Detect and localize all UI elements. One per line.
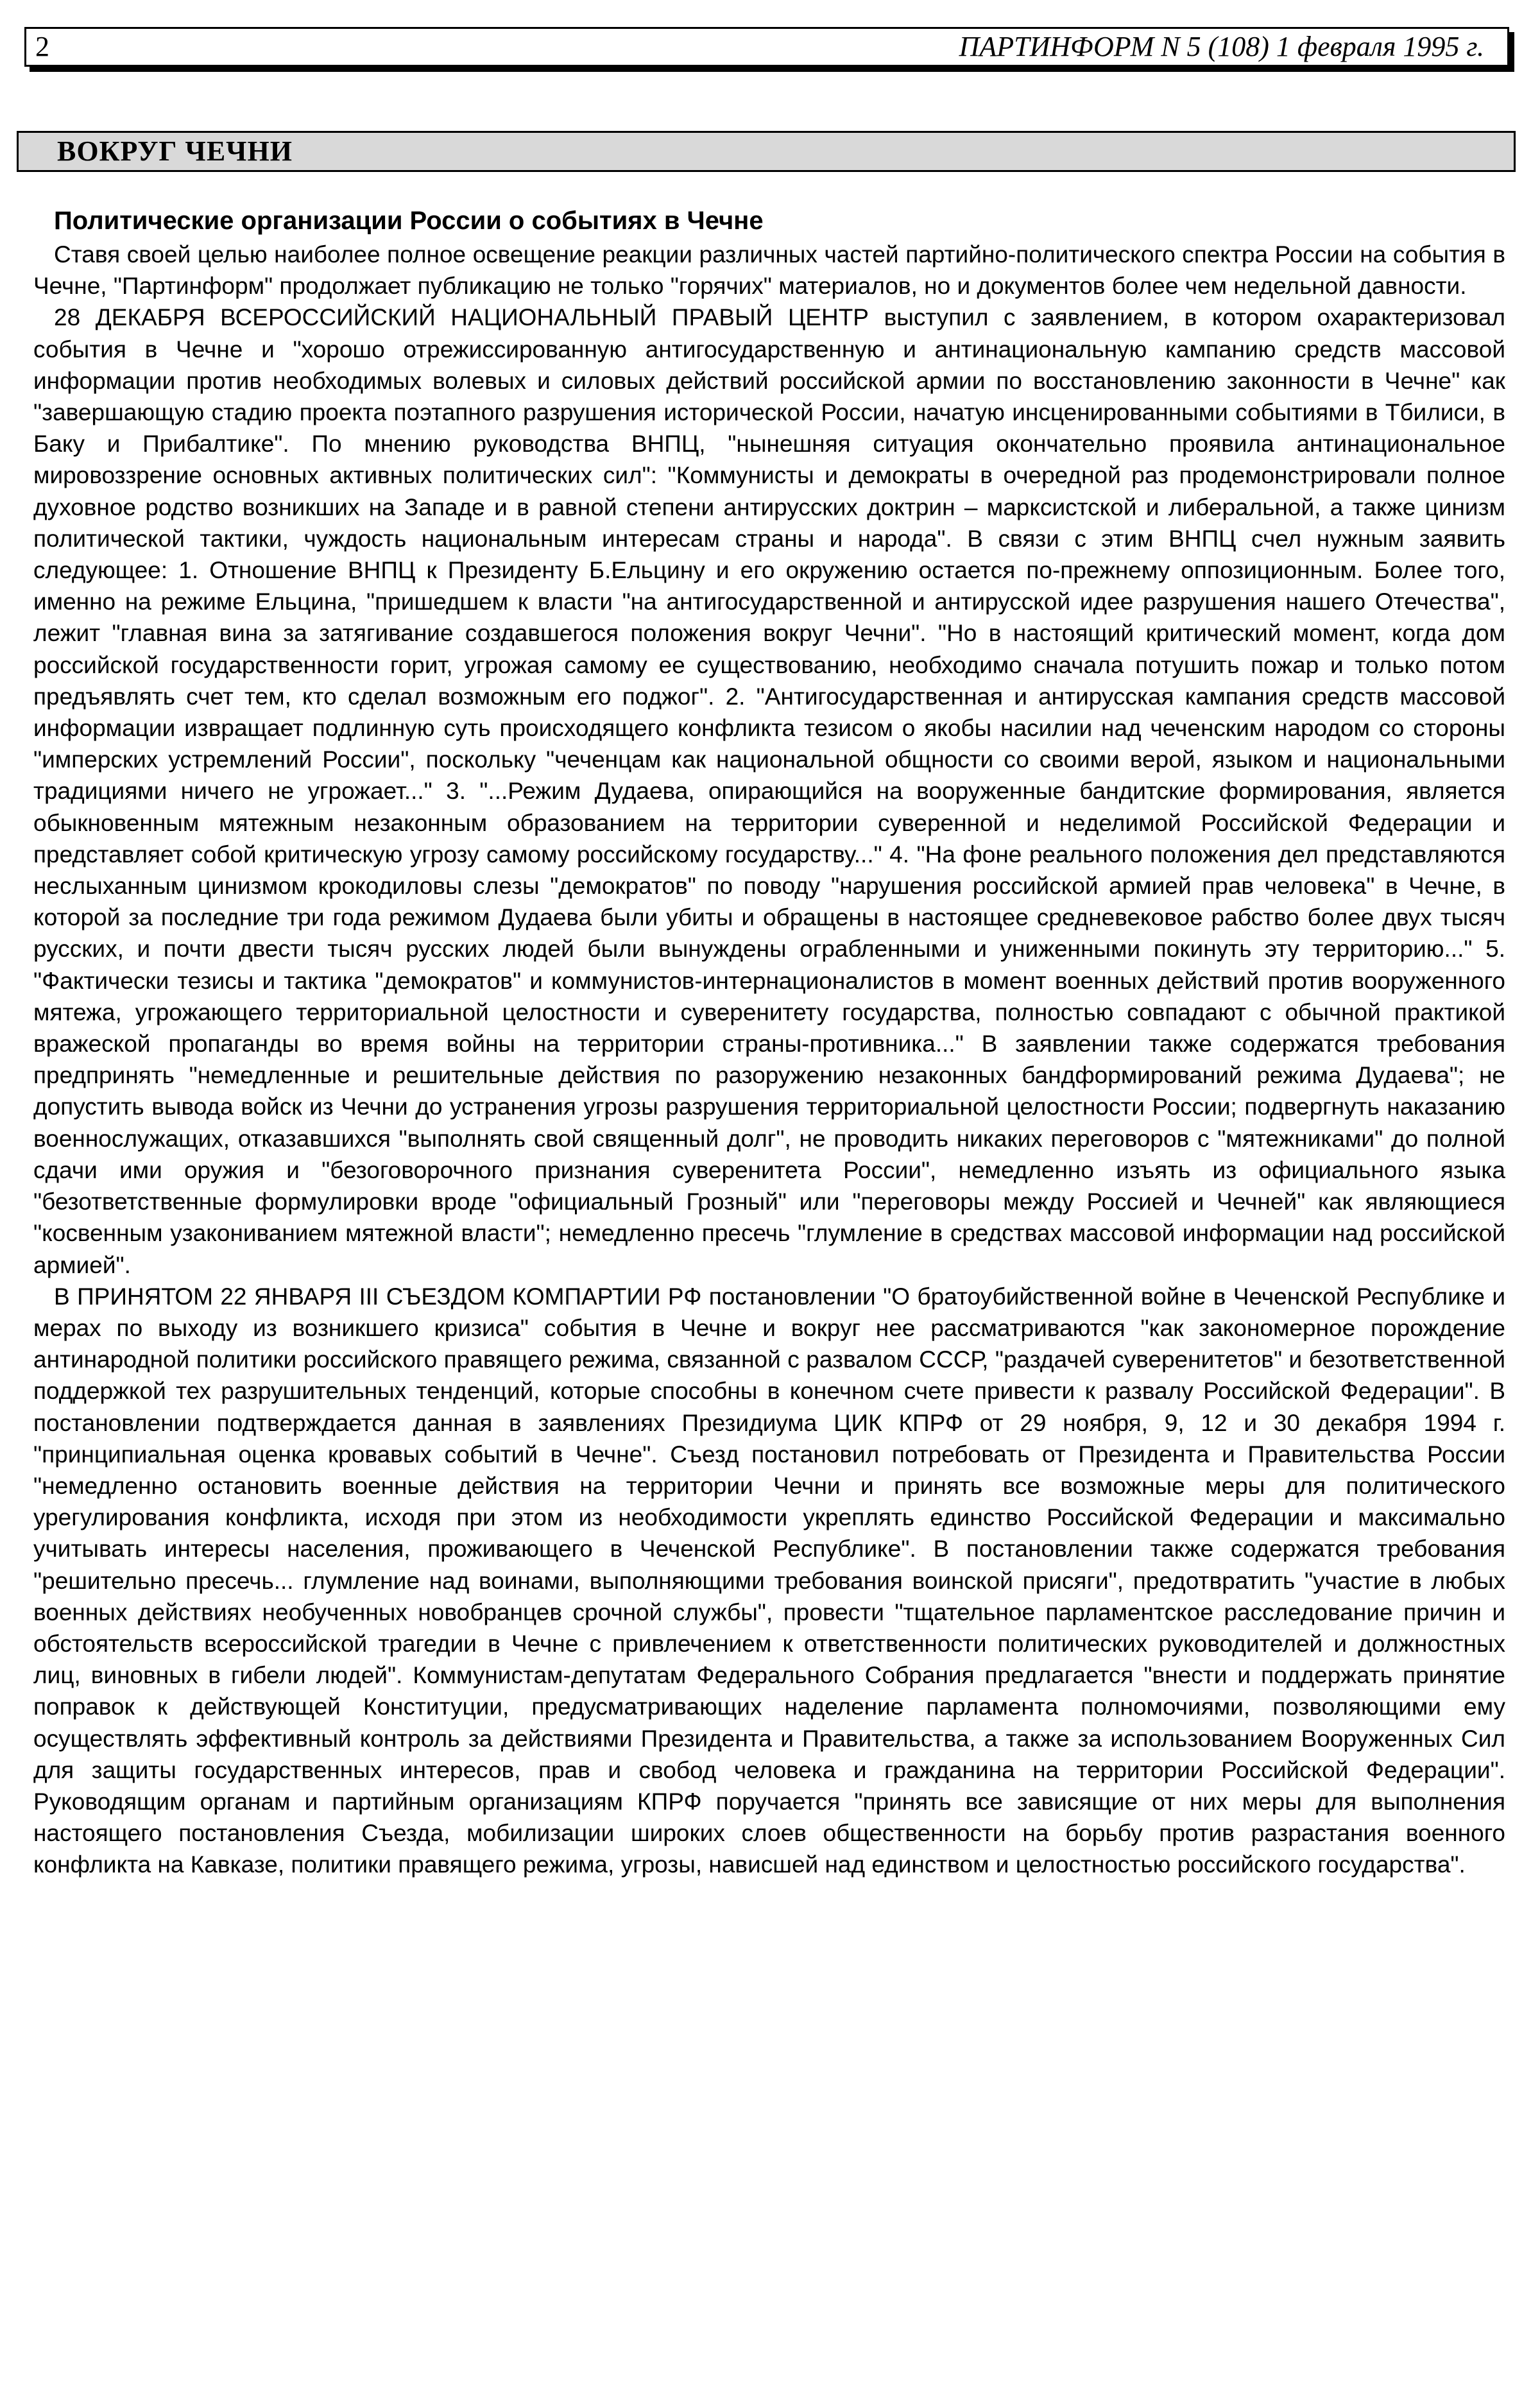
article-title: Политические организации России о событиях в Чечне [54, 207, 764, 235]
page-header [24, 27, 1509, 67]
article-paragraph: Ставя своей целью наиболее полное освещение реакции различных частей партийно-политического спектра России на события в Чечне, "Партинформ" продолжает публикацию не только "горячих" материалов, но и документов более чем недельной давности. [33, 241, 1505, 300]
article-paragraph: 28 ДЕКАБРЯ ВСЕРОССИЙСКИЙ НАЦИОНАЛЬНЫЙ ПРАВЫЙ ЦЕНТР выступил с заявлением, в котором охарактеризовал события в Чечне и "хорошо отрежиссированную антигосударственную и антинациональную кампанию средств массовой информации против необходимых волевых и силовых действий российской армии по восстановлению законности в Чечне" как "завершающую стадию проекта поэтапного разрушения исторической России, начатую инсценированными событиями в Тбилиси, в Баку и Прибалтике". По мнению руководства ВНПЦ, "нынешняя ситуация окончательно проявила антинациональное мировоззрение основных активных политических сил": "Коммунисты и демократы в очередной раз продемонстрировали полное духовное родство возникших на Западе и в равной степени антирусских доктрин – марксистской и либеральной, а также цинизм политической тактики, чуждость национальным интересам страны и народа". В связи с этим ВНПЦ счел нужным заявить следующее: 1. Отношение ВНПЦ к Президенту Б.Ельцину и его окружению остается по-прежнему оппозиционным. Более того, именно на режиме Ельцина, "пришедшем к власти "на антигосударственной и антирусской идее разрушения нашего Отечества", лежит "главная вина за затягивание создавшегося положения вокруг Чечни". "Но в настоящий критический момент, когда дом российской государственности горит, угрожая самому ее существованию, необходимо сначала потушить пожар и только потом предъявлять счет тем, кто сделал возможным его поджог". 2. "Антигосударственная и антирусская кампания средств массовой информации извращает подлинную суть происходящего конфликта тезисом о якобы насилии над чеченским народом со стороны "имперских устремлений России", поскольку "чеченцам как национальной общности со своими верой, языком и национальными традициями ничего не угрожает..." 3. "...Режим Дудаева, опирающийся на вооруженные бандитские формирования, является обыкновенным мятежным незаконным образованием на территории суверенной и неделимой Российской Федерации и представляет собой критическую угрозу самому российскому государству..." 4. "На фоне реального положения дел представляются неслыханным цинизмом крокодиловы слезы "демократов" по поводу "нарушения российской армией прав человека" в Чечне, в которой за последние три года режимом Дудаева были убиты и обращены в настоящее средневековое рабство более двух тысяч русских, и почти двести тысяч русских людей были вынуждены ограбленными и униженными покинуть эту территорию..." 5. "Фактически тезисы и тактика "демократов" и коммунистов-интернационалистов в момент военных действий против вооруженного мятежа, угрожающего территориальной целостности и суверенитету государства, полностью совпадают с обычной практикой вражеской пропаганды во время войны на территории страны-противника..." В заявлении также содержатся требования предпринять "немедленные и решительные действия по разоружению незаконных бандформирований режима Дудаева"; не допустить вывода войск из Чечни до устранения угрозы разрушения территориальной целостности России; подвергнуть наказанию военнослужащих, отказавшихся "выполнять свой священный долг", не проводить никаких переговоров с "мятежниками" до полной сдачи ими оружия и "безоговорочного признания суверенитета России", немедленно изъять из официального языка "безответственные формулировки вроде "официальный Грозный" или "переговоры между Россией и Чечней" как являющиеся "косвенным узакониванием мятежной власти"; немедленно пресечь "глумление в средствах массовой информации над российской армией". [33, 304, 1505, 1278]
publication-issue: ПАРТИНФОРМ N 5 (108) 1 февраля 1995 г. [959, 31, 1484, 62]
article-paragraph: В ПРИНЯТОМ 22 ЯНВАРЯ III СЪЕЗДОМ КОМПАРТИИ РФ постановлении "О братоубийственной войне в Чеченской Республике и мерах по выходу из возникшего кризиса" события в Чечне и вокруг нее рассматриваются "как закономерное порождение антинародной политики российского правящего режима, связанной с развалом СССР, "раздачей суверенитетов" и безответственной поддержкой тех разрушительных тенденций, которые способны в конечном счете привести к развалу Российской Федерации". В постановлении подтверждается данная в заявлениях Президиума ЦИК КПРФ от 29 ноября, 9, 12 и 30 декабря 1994 г. "принципиальная оценка кровавых событий в Чечне". Съезд постановил потребовать от Президента и Правительства России "немедленно остановить военные действия на территории Чечни и принять все возможные меры для политического урегулирования конфликта, исходя при этом из необходимости укреплять единство Российской Федерации и максимально учитывать интересы населения, проживающего в Чеченской Республике". В постановлении также содержатся требования "решительно пресечь... глумление над воинами, выполняющими требования воинской присяги", предотвратить "участие в любых военных действиях необученных новобранцев срочной службы", провести "тщательное парламентское расследование причин и обстоятельств всероссийской трагедии в Чечне с привлечением к ответственности политических руководителей и должностных лиц, виновных в гибели людей". Коммунистам-депутатам Федерального Собрания предлагается "внести и поддержать принятие поправок к действующей Конституции, предусматривающих наделение парламента полномочиями, позволяющими ему осуществлять эффективный контроль за действиями Президента и Правительства, а также за использованием Вооруженных Сил для защиты государственных интересов, прав и свобод человека и гражданина на территории Российской Федерации". Руководящим органам и партийным организациям КПРФ поручается "принять все зависящие от них меры для выполнения настоящего постановления Съезда, мобилизации широких слоев общественности на борьбу против разрастания военного конфликта на Кавказе, политики правящего режима, угрозы, нависшей над единством и целостностью российского государства". [33, 1283, 1505, 1878]
page-number: 2 [35, 31, 49, 62]
article [33, 204, 1505, 1881]
section-heading: ВОКРУГ ЧЕЧНИ [17, 131, 1516, 172]
